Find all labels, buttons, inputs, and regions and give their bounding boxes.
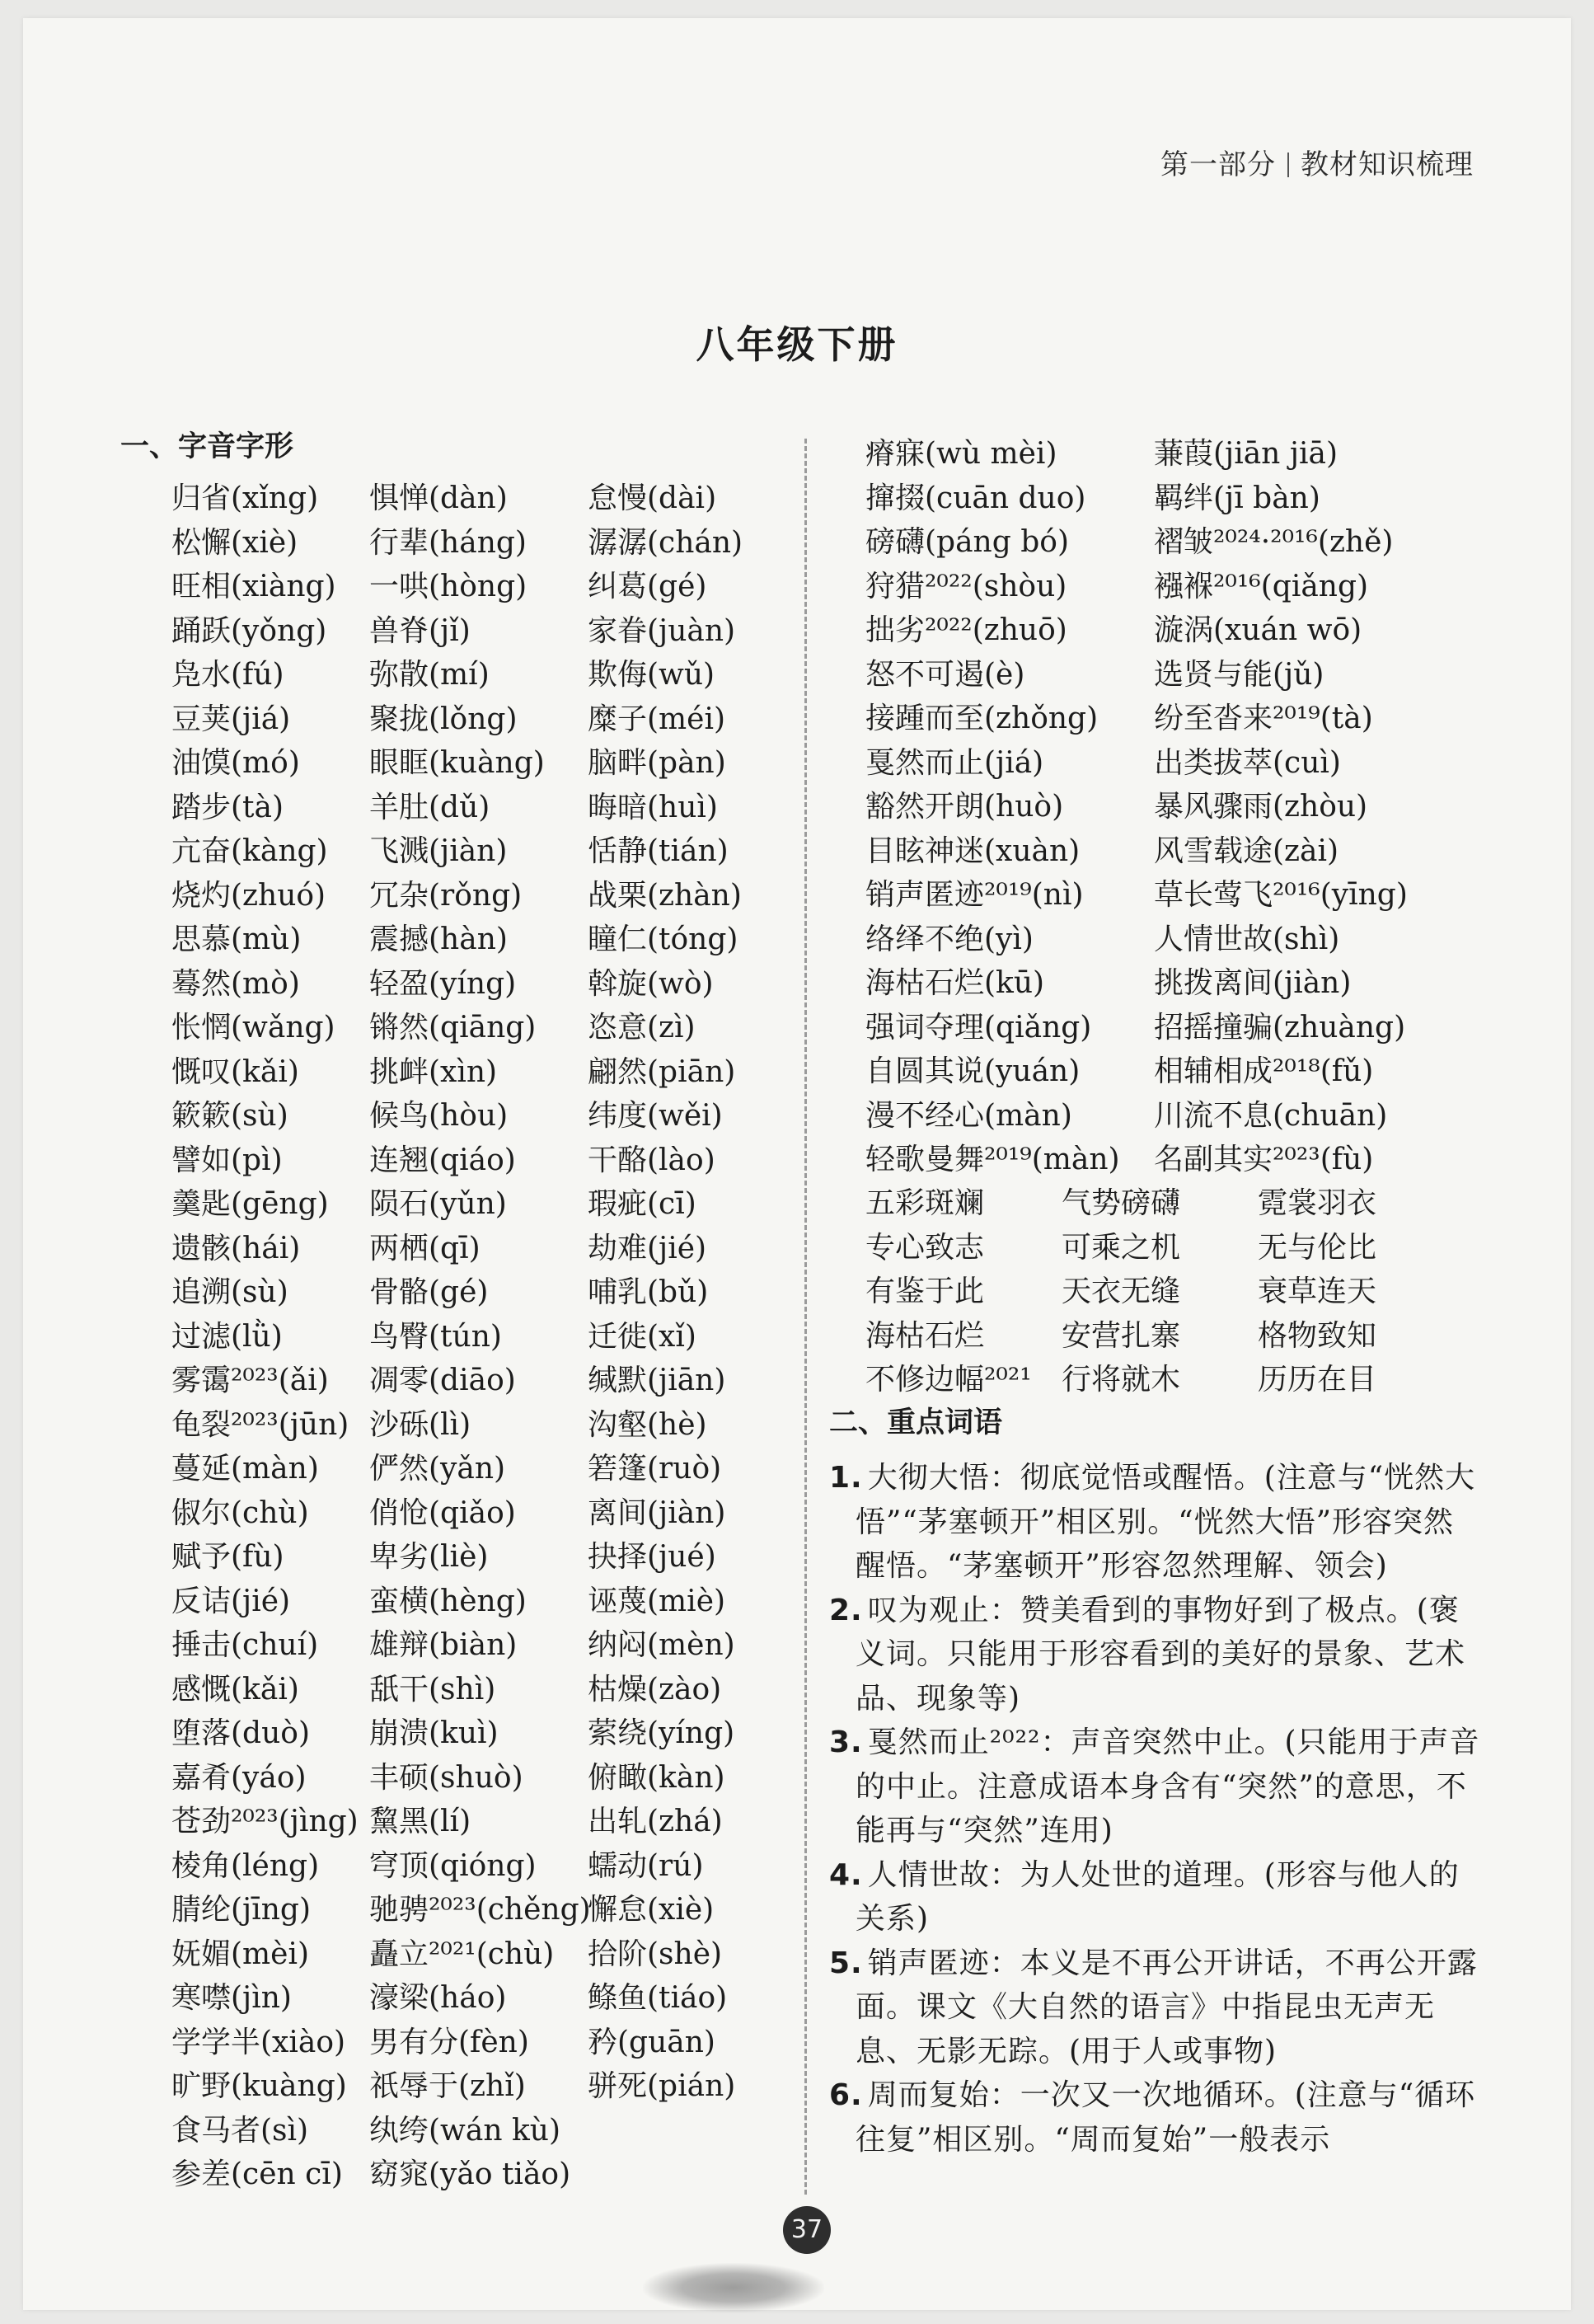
vocab-item: 家眷(juàn) — [588, 613, 736, 648]
idiom-item: 有鉴于此 — [865, 1275, 985, 1308]
vocab-item: 眼眶(kuàng) — [369, 746, 545, 780]
vocab-item: 离间(jiàn) — [588, 1495, 726, 1530]
page-title: 八年级下册 — [696, 322, 898, 367]
vocab-item: 卑劣(liè) — [369, 1540, 489, 1574]
vocab-item: 男有分(fèn) — [369, 2025, 529, 2059]
idiom-item: 气势磅礴 — [1062, 1186, 1181, 1220]
vocab-item: 弥散(mí) — [369, 658, 490, 692]
vocab-item — [588, 2109, 785, 2153]
vocab-item: 漫不经心(màn) — [865, 1098, 1072, 1133]
definition-text: 大彻大悟：彻底觉悟或醒悟。(注意与“恍然大悟”“茅塞顿开”相区别。“恍然大悟”形容突然醒悟。“茅塞顿开”形容忽然理解、领会) — [856, 1461, 1476, 1583]
vocab-item: 纨绔(wán kù) — [369, 2113, 560, 2148]
vocab-item: 骈死(pián) — [588, 2069, 736, 2103]
vocab-item: 风雪载途(zài) — [1154, 833, 1339, 868]
vocab-item: 人情世故(shì) — [1154, 922, 1340, 956]
definition-number: 6. — [829, 2078, 863, 2112]
vocab-item: 学学半(xiào) — [171, 2025, 346, 2059]
vocab-item: 雾霭²⁰²³(ǎi) — [171, 1364, 329, 1397]
vocab-item: 连翘(qiáo) — [369, 1143, 516, 1177]
vocab-item: 轻盈(yíng) — [369, 966, 517, 1001]
vocab-item: 诬蔑(miè) — [588, 1584, 726, 1618]
vocab-item: 旷野(kuàng) — [171, 2069, 347, 2103]
vocab-item: 戛然而止(jiá) — [865, 745, 1044, 780]
vocab-item: 接踵而至(zhǒng) — [865, 702, 1099, 735]
vocab-item: 凫水(fú) — [171, 658, 284, 692]
vocab-item: 亢奋(kàng) — [171, 834, 328, 868]
column-divider — [804, 439, 807, 2195]
vocab-item: 挑衅(xìn) — [369, 1054, 498, 1089]
vocab-item: 脑畔(pàn) — [588, 746, 726, 780]
vocab-item: 雄辩(biàn) — [369, 1628, 518, 1662]
vocab-item: 濠梁(háo) — [369, 1981, 507, 2015]
header-section: 教材知识梳理 — [1301, 148, 1474, 181]
idiom-item: 海枯石烂 — [865, 1318, 985, 1353]
vocab-item: 棱角(léng) — [171, 1848, 320, 1883]
vocab-item: 蛮横(hèng) — [369, 1584, 527, 1618]
vocab-item: 纷至沓来²⁰¹⁹(tà) — [1154, 702, 1373, 735]
vocab-item: 凋零(diāo) — [369, 1364, 516, 1397]
vocab-item: 缄默(jiān) — [588, 1364, 726, 1397]
vocab-item: 矜(guān) — [588, 2025, 715, 2059]
vocab-item: 行辈(háng) — [369, 525, 527, 560]
vocab-item: 丰硕(shuò) — [369, 1760, 523, 1795]
definition-text: 戛然而止²⁰²²：声音突然中止。(只能用于声音的中止。注意成语本身含有“突然”的意思，不能再与“突然”连用) — [856, 1725, 1480, 1847]
vocab-item: 鲦鱼(tiáo) — [588, 1981, 728, 2015]
vocab-item: 锵然(qiāng) — [369, 1011, 537, 1045]
vocab-item: 嘉肴(yáo) — [171, 1760, 307, 1795]
definition-text: 周而复始：一次又一次地循环。(注意与“循环往复”相区别。“周而复始”一般表示 — [856, 2078, 1476, 2157]
vocab-item: 招摇撞骗(zhuàng) — [1154, 1010, 1406, 1045]
vocab-item: 窈窕(yǎo tiǎo) — [369, 2157, 571, 2191]
vocab-item: 劫难(jié) — [588, 1231, 707, 1265]
idiom-item: 安营扎寨 — [1062, 1318, 1181, 1353]
vocab-item: 俨然(yǎn) — [369, 1452, 506, 1486]
vocab-item: 哺乳(bǔ) — [588, 1275, 709, 1309]
vocab-item: 反诘(jié) — [171, 1584, 291, 1618]
vocab-item: 川流不息(chuān) — [1154, 1098, 1388, 1133]
vocab-item: 懈怠(xiè) — [588, 1893, 715, 1927]
definition-item — [829, 1456, 1480, 1589]
vocab-item: 络绎不绝(yì) — [865, 922, 1034, 956]
definition-text: 叹为观止：赞美看到的事物好到了极点。(褒义词。只能用于形容看到的美好的景象、艺术品、现象等) — [856, 1593, 1466, 1716]
vocab-item: 油馍(mó) — [171, 746, 300, 780]
vocab-item: 羁绊(jī bàn) — [1154, 481, 1320, 515]
vocab-item: 兽脊(jǐ) — [369, 613, 471, 648]
definition-item — [829, 1589, 1480, 1721]
definition-text: 人情世故：为人处世的道理。(形容与他人的关系) — [856, 1857, 1460, 1936]
vocab-item: 强词夺理(qiǎng) — [865, 1010, 1092, 1045]
vocab-item: 矗立²⁰²¹(chù) — [369, 1937, 555, 1971]
vocab-item: 堕落(duò) — [171, 1716, 310, 1750]
vocab-item: 襁褓²⁰¹⁶(qiǎng) — [1154, 569, 1369, 603]
definition-item — [829, 1853, 1480, 1941]
definition-item — [829, 1941, 1480, 2074]
definition-text: 销声匿迹：本义是不再公开讲话，不再公开露面。课文《大自然的语言》中指昆虫无声无息、无影无踪。(用于人或事物) — [856, 1946, 1478, 2068]
vocab-item: 翩然(piān) — [588, 1054, 736, 1089]
idiom-item: 行将就木 — [1062, 1363, 1181, 1397]
vocab-item: 慨叹(kǎi) — [171, 1054, 299, 1089]
vocab-item — [588, 2153, 785, 2197]
vocab-item: 豁然开朗(huò) — [865, 790, 1064, 824]
vocab-item: 轻歌曼舞²⁰¹⁹(màn) — [865, 1143, 1120, 1176]
vocab-item: 萦绕(yíng) — [588, 1716, 735, 1750]
section-heading-key-words: 二、重点词语 — [829, 1406, 1003, 1439]
vocab-item: 候鸟(hòu) — [369, 1099, 509, 1133]
idiom-item: 历历在目 — [1258, 1363, 1377, 1397]
vocab-item: 过滤(lǜ) — [171, 1319, 283, 1354]
vocab-item: 赋予(fù) — [171, 1540, 284, 1574]
running-header — [1160, 142, 1474, 182]
vocab-item: 俏怆(qiǎo) — [369, 1495, 516, 1530]
vocab-item: 俯瞰(kàn) — [588, 1760, 725, 1795]
vocab-item: 簌簌(sù) — [171, 1099, 288, 1133]
vocab-item: 感慨(kǎi) — [171, 1672, 299, 1707]
vocab-item: 归省(xǐng) — [171, 481, 319, 515]
section-heading-pronunciation: 一、字音字形 — [120, 430, 294, 463]
vocab-item: 潺潺(chán) — [588, 525, 743, 560]
vocab-item: 参差(cēn cī) — [171, 2157, 343, 2191]
vocab-item: 晦暗(huì) — [588, 790, 718, 824]
vocab-item: 惧惮(dàn) — [369, 481, 508, 515]
vocab-item: 腈纶(jīng) — [171, 1893, 311, 1927]
vocab-item: 相辅相成²⁰¹⁸(fǔ) — [1154, 1054, 1374, 1088]
vocab-item: 拾阶(shè) — [588, 1937, 723, 1971]
vocab-item: 陨石(yǔn) — [369, 1187, 507, 1221]
vocab-item: 纠葛(gé) — [588, 570, 707, 603]
definition-number: 4. — [829, 1857, 863, 1892]
vocab-item: 旺相(xiàng) — [171, 570, 336, 603]
vocab-item: 祇辱于(zhǐ) — [369, 2069, 526, 2103]
vocab-item: 瑕疵(cī) — [588, 1187, 696, 1221]
definition-number: 3. — [829, 1725, 863, 1759]
vocab-item: 震撼(hàn) — [369, 923, 508, 956]
vocab-item: 怒不可遏(è) — [865, 657, 1025, 692]
vocab-item: 干酪(lào) — [588, 1143, 715, 1177]
definition-number: 1. — [829, 1461, 863, 1495]
vocab-item: 松懈(xiè) — [171, 525, 298, 560]
vocab-item: 目眩神迷(xuàn) — [865, 833, 1081, 868]
vocab-item: 自圆其说(yuán) — [865, 1054, 1081, 1088]
vocab-item: 寒噤(jìn) — [171, 1981, 292, 2015]
vocab-item: 俶尔(chù) — [171, 1495, 309, 1530]
vocab-item: 羊肚(dǔ) — [369, 790, 490, 824]
vocab-item: 飞溅(jiàn) — [369, 834, 508, 868]
vocab-item: 沟壑(hè) — [588, 1407, 707, 1442]
vocab-item: 冗杂(rǒng) — [369, 878, 523, 913]
vocab-item: 崩溃(kuì) — [369, 1716, 499, 1750]
vocab-item: 狩猎²⁰²²(shòu) — [865, 569, 1067, 603]
vocab-item: 一哄(hòng) — [369, 570, 527, 603]
vocab-item: 蒹葭(jiān jiā) — [1154, 437, 1338, 471]
vocab-item: 褶皱²⁰²⁴·²⁰¹⁶(zhě) — [1154, 525, 1394, 559]
vocab-item: 豆荚(jiá) — [171, 702, 291, 736]
vocab-item: 战栗(zhàn) — [588, 878, 742, 913]
definition-item — [829, 2073, 1480, 2162]
vocab-item: 羹匙(gēng) — [171, 1187, 329, 1221]
vocab-grid-left — [171, 477, 785, 2197]
vocab-item: 箬篷(ruò) — [588, 1452, 722, 1486]
vocab-item: 抉择(jué) — [588, 1540, 716, 1574]
vocab-item: 挑拨离间(jiàn) — [1154, 966, 1352, 1000]
idiom-item: 衰草连天 — [1258, 1275, 1377, 1308]
idiom-item: 霓裳羽衣 — [1258, 1186, 1377, 1220]
definition-item — [829, 1721, 1480, 1853]
vocab-item: 怠慢(dài) — [588, 481, 717, 515]
vocab-item: 名副其实²⁰²³(fù) — [1154, 1143, 1374, 1176]
vocab-grid-right — [865, 432, 1451, 1182]
vocab-item: 瘠寐(wù mèi) — [865, 437, 1057, 471]
vocab-item: 海枯石烂(kū) — [865, 966, 1045, 1000]
vocab-item: 恣意(zì) — [588, 1011, 696, 1045]
vocab-item: 枯燥(zào) — [588, 1672, 722, 1707]
definition-list — [829, 1456, 1480, 2162]
vocab-item: 纬度(wěi) — [588, 1099, 723, 1133]
vocab-item: 恬静(tián) — [588, 834, 729, 868]
vocab-item: 捶击(chuí) — [171, 1628, 319, 1662]
vocab-item: 选贤与能(jǔ) — [1154, 657, 1324, 692]
vocab-item: 譬如(pì) — [171, 1143, 283, 1177]
vocab-item: 出轧(zhá) — [588, 1805, 723, 1838]
scan-smudge — [643, 2263, 824, 2312]
idiom-grid — [865, 1181, 1454, 1402]
vocab-item: 骨骼(gé) — [369, 1275, 489, 1309]
idiom-item: 专心致志 — [865, 1230, 985, 1265]
vocab-item: 怅惘(wǎng) — [171, 1011, 335, 1045]
vocab-item: 暴风骤雨(zhòu) — [1154, 790, 1368, 824]
vocab-item: 拙劣²⁰²²(zhuō) — [865, 613, 1067, 647]
header-part: 第一部分 — [1160, 148, 1276, 181]
vocab-item: 欺侮(wǔ) — [588, 658, 715, 692]
vocab-item: 遗骸(hái) — [171, 1231, 301, 1265]
vocab-item: 斡旋(wò) — [588, 966, 714, 1001]
page — [23, 18, 1571, 2310]
idiom-item: 不修边幅²⁰²¹ — [865, 1363, 1032, 1397]
vocab-item: 瞳仁(tóng) — [588, 923, 738, 956]
vocab-item: 两栖(qī) — [369, 1231, 481, 1265]
idiom-item: 格物致知 — [1258, 1318, 1377, 1353]
header-divider — [1287, 153, 1289, 177]
idiom-item: 无与伦比 — [1258, 1230, 1377, 1265]
vocab-item: 烧灼(zhuó) — [171, 878, 326, 913]
vocab-item: 鸟臀(tún) — [369, 1319, 502, 1354]
idiom-item: 五彩斑斓 — [865, 1186, 985, 1220]
vocab-item: 漩涡(xuán wō) — [1154, 613, 1362, 647]
vocab-item: 蠕动(rú) — [588, 1848, 704, 1883]
vocab-item: 龟裂²⁰²³(jūn) — [171, 1407, 349, 1442]
vocab-item: 追溯(sù) — [171, 1275, 288, 1309]
vocab-item: 草长莺飞²⁰¹⁶(yīng) — [1154, 878, 1408, 912]
vocab-item: 驰骋²⁰²³(chěng) — [369, 1893, 591, 1927]
vocab-item: 迁徙(xǐ) — [588, 1319, 696, 1354]
vocab-item: 磅礴(páng bó) — [865, 525, 1069, 559]
vocab-item: 踊跃(yǒng) — [171, 613, 327, 648]
vocab-item: 销声匿迹²⁰¹⁹(nì) — [865, 878, 1084, 912]
vocab-item: 出类拔萃(cuì) — [1154, 745, 1341, 780]
vocab-item: 糜子(méi) — [588, 702, 726, 736]
vocab-item: 妩媚(mèi) — [171, 1937, 310, 1971]
vocab-item: 撺掇(cuān duo) — [865, 481, 1086, 515]
vocab-item: 黧黑(lí) — [369, 1805, 471, 1838]
idiom-item: 可乘之机 — [1062, 1230, 1181, 1265]
idiom-item: 天衣无缝 — [1062, 1275, 1181, 1308]
vocab-item: 踏步(tà) — [171, 790, 284, 824]
page-number: 37 — [783, 2206, 831, 2254]
vocab-item: 纳闷(mèn) — [588, 1628, 735, 1662]
vocab-item: 蓦然(mò) — [171, 966, 300, 1001]
vocab-item: 沙砾(lì) — [369, 1407, 471, 1442]
vocab-item: 苍劲²⁰²³(jìng) — [171, 1805, 359, 1838]
vocab-item: 思慕(mù) — [171, 923, 302, 956]
definition-number: 2. — [829, 1593, 863, 1627]
vocab-item: 蔓延(màn) — [171, 1452, 319, 1486]
vocab-item: 舐干(shì) — [369, 1672, 496, 1707]
vocab-item: 穹顶(qióng) — [369, 1848, 537, 1883]
definition-number: 5. — [829, 1946, 863, 1980]
vocab-item: 食马者(sì) — [171, 2113, 309, 2148]
vocab-item: 聚拢(lǒng) — [369, 702, 518, 736]
